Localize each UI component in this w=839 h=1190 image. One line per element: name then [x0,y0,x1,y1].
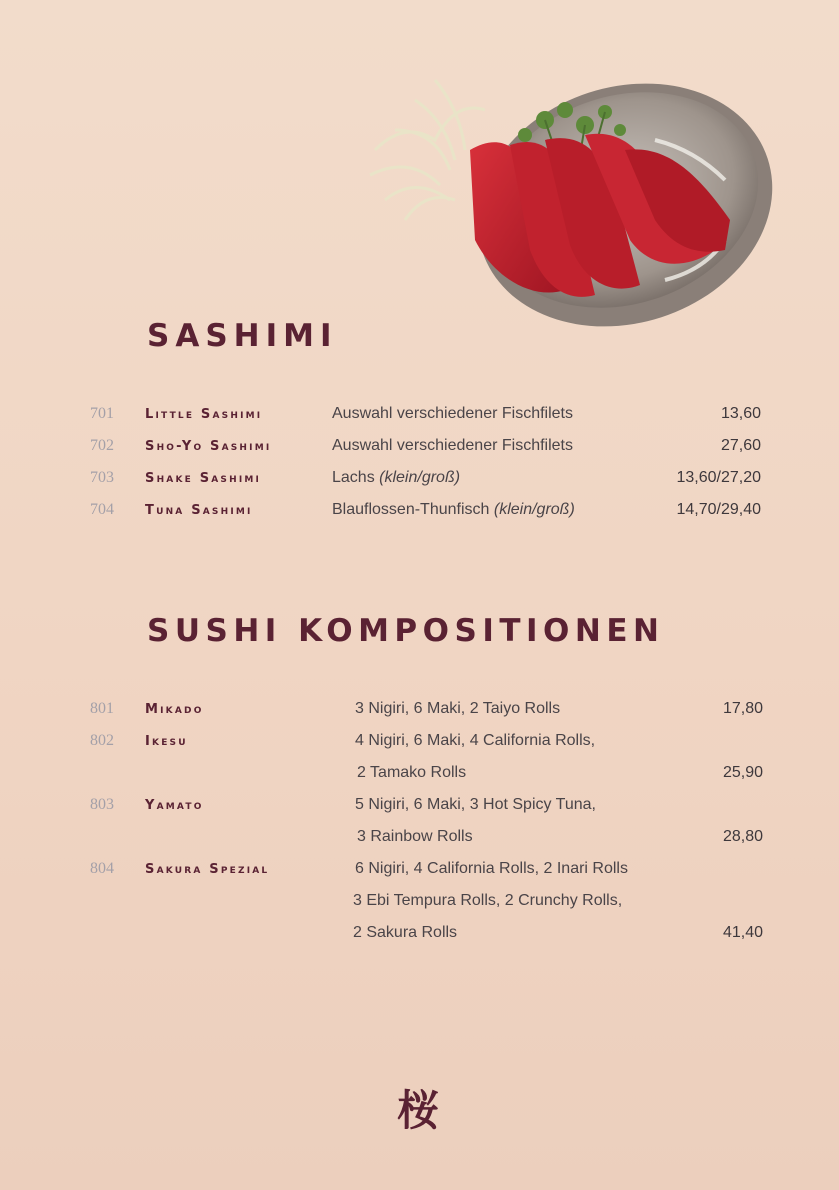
item-description: Auswahl verschiedener Fischfilets [332,437,573,454]
item-description: 6 Nigiri, 4 California Rolls, 2 Inari Rolls [355,860,628,877]
item-price: 28,80 [722,828,763,845]
item-name: Little Sashimi [145,407,263,422]
item-description: 3 Nigiri, 6 Maki, 2 Taiyo Rolls [355,700,561,717]
item-name: Tuna Sashimi [145,503,253,518]
menu-item [0,405,839,435]
item-price: 13,60 [720,405,761,422]
item-number: 801 [90,700,114,717]
item-price: 14,70/29,40 [676,501,761,518]
item-description: Lachs (klein/groß) [332,469,461,486]
menu-item-continuation [0,892,839,922]
item-price: 17,80 [722,700,763,717]
item-description: 4 Nigiri, 6 Maki, 4 California Rolls, [355,732,596,749]
item-number: 701 [90,405,114,422]
menu-item-continuation [0,764,839,794]
sashimi-bowl-image [355,40,775,330]
item-price: 13,60/27,20 [676,469,761,486]
menu-item-continuation [0,924,839,954]
item-name: Ikesu [145,734,188,749]
item-number: 702 [90,437,114,454]
menu-item [0,501,839,531]
item-number: 703 [90,469,114,486]
item-description: 3 Ebi Tempura Rolls, 2 Crunchy Rolls, [353,892,623,909]
item-number: 804 [90,860,114,877]
item-number: 704 [90,501,114,518]
item-description: 3 Rainbow Rolls [357,828,473,845]
item-name: Yamato [145,798,204,813]
menu-item [0,437,839,467]
item-name: Shake Sashimi [145,471,262,486]
menu-item [0,796,839,826]
section-title-sushi-kompositionen: SUSHI KOMPOSITIONEN [147,613,665,649]
menu-item [0,700,839,730]
item-name: Mikado [145,702,204,717]
item-description: 5 Nigiri, 6 Maki, 3 Hot Spicy Tuna, [355,796,596,813]
menu-item-continuation [0,828,839,858]
item-description: 2 Sakura Rolls [353,924,458,941]
item-name: Sho-Yo Sashimi [145,439,272,454]
item-number: 802 [90,732,114,749]
menu-item [0,860,839,890]
item-name: Sakura Spezial [145,862,270,877]
menu-item [0,469,839,499]
item-price: 25,90 [722,764,763,781]
item-price: 41,40 [722,924,763,941]
item-description: Auswahl verschiedener Fischfilets [332,405,573,422]
menu-item [0,732,839,762]
item-description: 2 Tamako Rolls [357,764,467,781]
item-description: Blauflossen-Thunfisch (klein/groß) [332,501,575,518]
section-title-sashimi: SASHIMI [147,318,338,354]
sakura-kanji-logo: 桜 [397,1086,440,1135]
item-number: 803 [90,796,114,813]
item-price: 27,60 [720,437,761,454]
